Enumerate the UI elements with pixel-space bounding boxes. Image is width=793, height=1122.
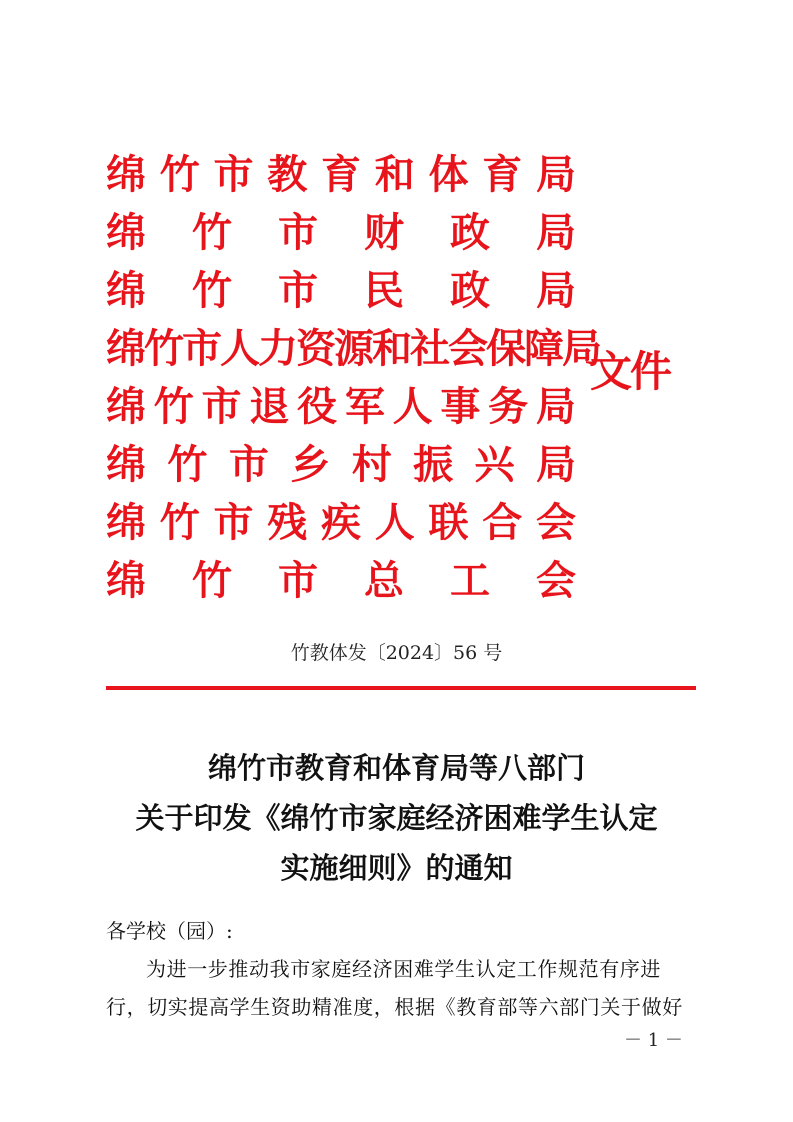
paragraph-line: 行，切实提高学生资助精准度，根据《教育部等六部门关于做好 <box>106 995 683 1019</box>
organization-line: 绵 竹 市 民 政 局 <box>106 267 576 314</box>
title-line-2: 关于印发《绵竹市家庭经济困难学生认定 <box>135 801 658 835</box>
title-line-1: 绵竹市教育和体育局等八部门 <box>207 751 585 785</box>
salutation: 各学校（园）: <box>106 919 233 943</box>
document-number: 竹教体发〔2024〕56 号 <box>290 642 503 664</box>
page-number: － 1 － <box>624 1030 683 1051</box>
paragraph-line: 为进一步推动我市家庭经济困难学生认定工作规范有序进 <box>146 957 661 981</box>
organization-line: 绵 竹 市 总 工 会 <box>106 557 576 604</box>
organization-line: 绵 竹 市 乡 村 振 兴 局 <box>106 441 576 488</box>
organization-line: 绵 竹 市 人 力 资 源 和 社 会 保 障 局 <box>106 325 600 372</box>
organization-line: 绵 竹 市 教 育 和 体 育 局 <box>106 151 576 198</box>
red-divider <box>106 686 696 690</box>
organization-line: 绵 竹 市 退 役 军 人 事 务 局 <box>106 383 576 430</box>
title-line-3: 实施细则》的通知 <box>280 851 513 885</box>
document-type-label: 文件 <box>590 347 671 396</box>
organization-line: 绵 竹 市 财 政 局 <box>106 209 576 256</box>
organization-line: 绵 竹 市 残 疾 人 联 合 会 <box>106 499 576 546</box>
